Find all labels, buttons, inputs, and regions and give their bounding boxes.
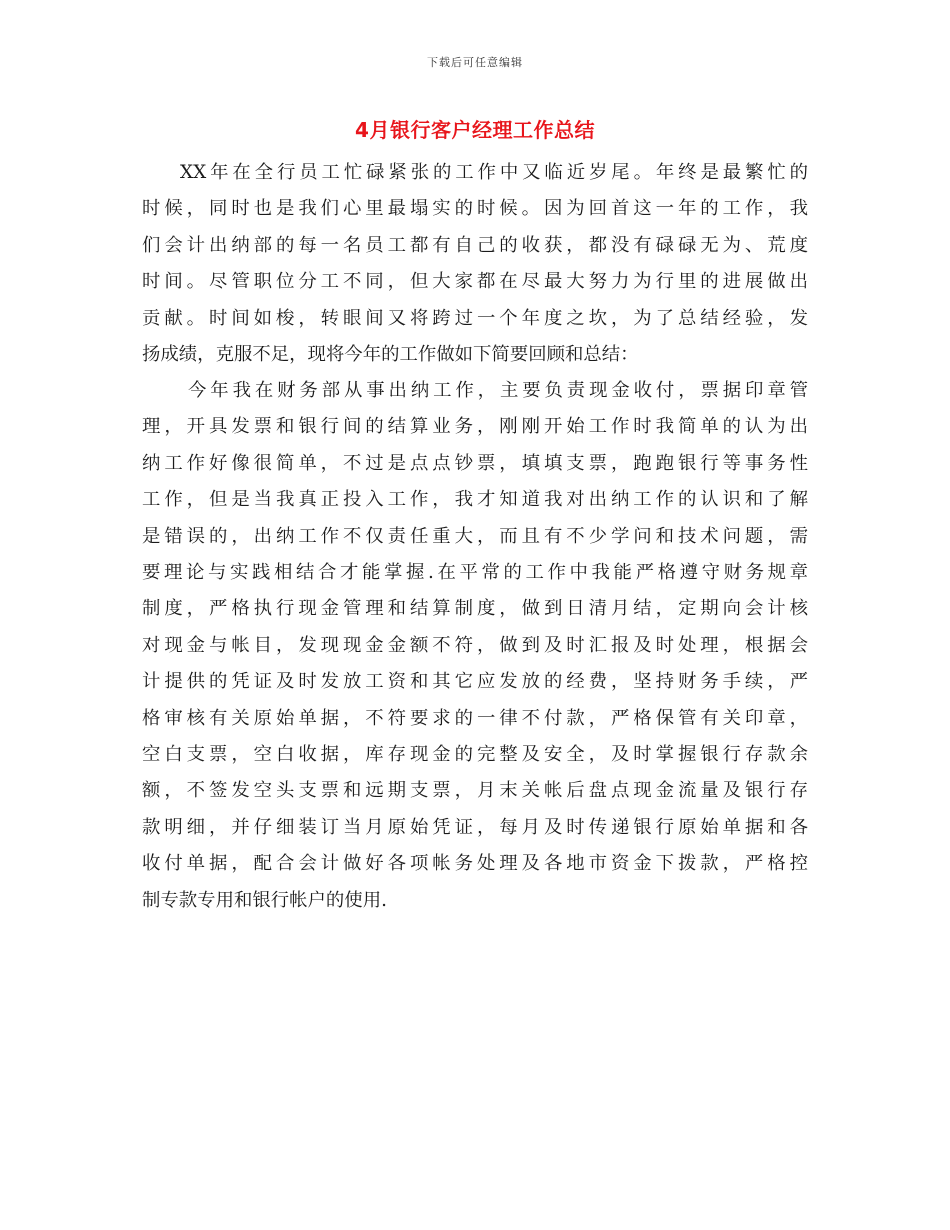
paragraph-line: 今年我在财务部从事出纳工作，主要负责现金收付，票据印章管 [188,380,808,401]
paragraph-line: 时间。尽管职位分工不同，但大家都在尽最大努力为行里的进展做出 [142,271,808,293]
paragraph-line: 贡献。时间如梭，转眼间又将跨过一个年度之坎，为了总结经验，发 [142,307,808,329]
header-note: 下载后可任意编辑 [427,56,523,69]
paragraph-line: 扬成绩，克服不足，现将今年的工作做如下简要回顾和总结： [142,344,639,366]
paragraph-line: 制度，严格执行现金管理和结算制度，做到日清月结，定期向会计核 [142,598,808,620]
paragraph-line: 是错误的，出纳工作不仅责任重大，而且有不少学问和技术问题，需 [142,525,808,547]
paragraph-line: 制专款专用和银行帐户的使用. [142,889,387,911]
paragraph-line: 款明细，并仔细装订当月原始凭证，每月及时传递银行原始单据和各 [142,816,808,838]
paragraph-line: 格审核有关原始单据，不符要求的一律不付款，严格保管有关印章， [142,707,808,729]
paragraph-line: 额，不签发空头支票和远期支票，月末关帐后盘点现金流量及银行存 [142,780,808,802]
paragraph-line: 纳工作好像很简单，不过是点点钞票，填填支票，跑跑银行等事务性 [142,452,808,474]
paragraph-line: 收付单据，配合会计做好各项帐务处理及各地市资金下拨款，严格控 [142,853,808,875]
paragraph-line: 计提供的凭证及时发放工资和其它应发放的经费，坚持财务手续，严 [142,671,808,693]
paragraph-line: XX年在全行员工忙碌紧张的工作中又临近岁尾。年终是最繁忙的 [180,162,808,183]
paragraph-line: 对现金与帐目，发现现金金额不符，做到及时汇报及时处理，根据会 [142,634,808,656]
paragraph-line: 工作，但是当我真正投入工作，我才知道我对出纳工作的认识和了解 [142,489,808,511]
paragraph-line: 们会计出纳部的每一名员工都有自己的收获，都没有碌碌无为、荒度 [142,234,808,256]
paragraph-intro [142,155,808,373]
paragraph-line: 理，开具发票和银行间的结算业务，刚刚开始工作时我简单的认为出 [142,416,808,438]
paragraph-work [142,373,808,919]
paragraph-line: 空白支票，空白收据，库存现金的完整及安全，及时掌握银行存款余 [142,744,808,766]
paragraph-line: 时候，同时也是我们心里最塌实的时候。因为回首这一年的工作，我 [142,198,808,220]
paragraph-line: 要理论与实践相结合才能掌握.在平常的工作中我能严格遵守财务规章 [142,562,808,584]
page-title: 4月银行客户经理工作总结 [355,118,595,142]
